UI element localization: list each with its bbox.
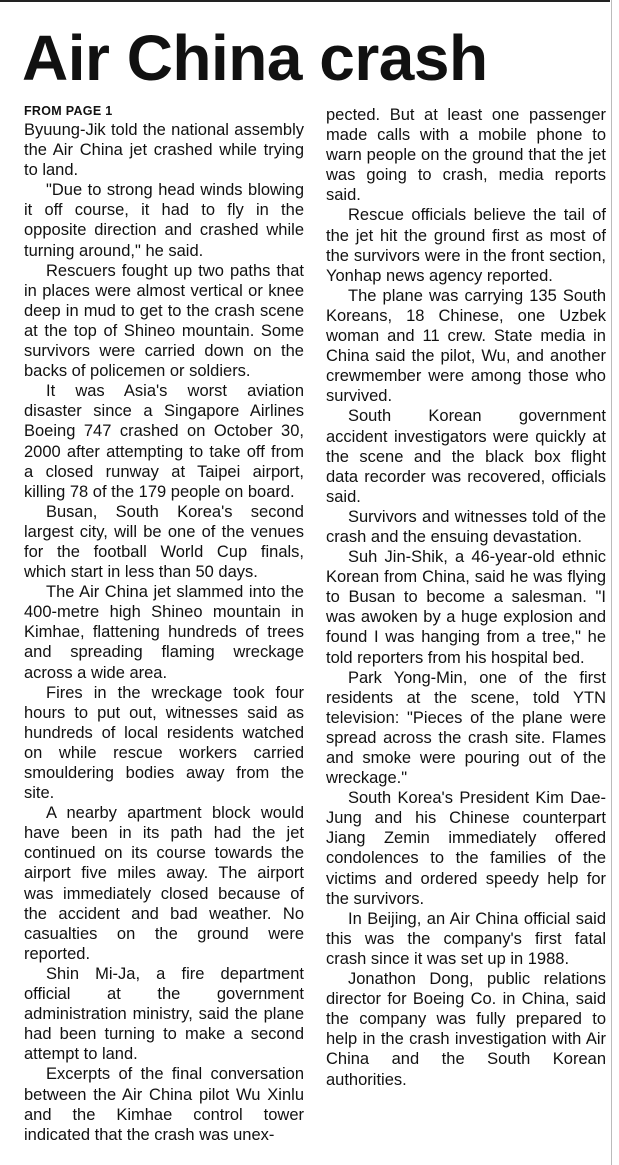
paragraph: South Korea's President Kim Dae-Jung and his Chinese counterpart Jiang Zemin immediately offered condolences to the families of the victims and ordered speedy help for the survivors.	[326, 789, 606, 908]
paragraph: Busan, South Korea's second largest city, will be one of the venues for the football World Cup finals, which start in less than 50 days.	[24, 502, 304, 582]
paragraph: A nearby apartment block would have been in its path had the jet continued on its course towards the airport five miles away. The airport was immediately closed because of the accident and bad weather. No casualties on the ground were reported.	[24, 804, 304, 963]
paragraph: Excerpts of the final conversation between the Air China pilot Wu Xinlu and the Kimhae control tower indicated that the crash was unex-	[24, 1065, 304, 1144]
headline: Air China crash	[22, 22, 488, 94]
paragraph: South Korean government accident investigators were quickly at the scene and the black box flight data recorder was recovered, officials said.	[326, 407, 606, 506]
paragraph: Suh Jin-Shik, a 46-year-old ethnic Korean from China, said he was flying to Busan to become a salesman. "I was awoken by a huge explosion and found I was hanging from a tree," he told reporters from his hospital bed.	[326, 548, 606, 667]
paragraph: The plane was carrying 135 South Koreans, 18 Chinese, one Uzbek woman and 11 crew. State media in China said the pilot, Wu, and another crewmember were among those who survived.	[326, 286, 606, 406]
paragraph: Survivors and witnesses told of the crash and the ensuing devastation.	[326, 507, 606, 546]
paragraph: Shin Mi-Ja, a fire department official at the government administration ministry, said the plane had been turning to make a second attempt to land.	[24, 964, 304, 1064]
column-rule	[611, 0, 612, 1165]
paragraph: "Due to strong head winds blowing it off course, it had to fly in the opposite direction and crashed while turning around," he said.	[24, 181, 304, 260]
paragraph: Rescuers fought up two paths that in places were almost vertical or knee deep in mud to get to the crash scene at the top of Shineo mountain. Some survivors were carried down on the backs of policemen or soldiers.	[24, 261, 304, 381]
paragraph: Rescue officials believe the tail of the jet hit the ground first as most of the survivors were in the front section, Yonhap news agency reported.	[326, 206, 606, 285]
paragraph: In Beijing, an Air China official said this was the company's first fatal crash since it was set up in 1988.	[326, 909, 606, 968]
right-column	[326, 105, 606, 1090]
paragraph: It was Asia's worst aviation disaster since a Singapore Airlines Boeing 747 crashed on October 30, 2000 after attempting to take off from a closed runway at Taipei airport, killing 78 of the 179 people on board.	[24, 382, 304, 501]
left-column	[24, 103, 304, 1145]
paragraph: Fires in the wreckage took four hours to put out, witnesses said as hundreds of local residents watched on while rescue workers carried smouldering bodies away from the site.	[24, 683, 304, 803]
paragraph: The Air China jet slammed into the 400-metre high Shineo mountain in Kimhae, flattening hundreds of trees and spreading flaming wreckage across a wide area.	[24, 583, 304, 682]
paragraph: pected. But at least one passenger made calls with a mobile phone to warn people on the ground that the jet was going to crash, media reports said.	[326, 106, 606, 205]
paragraph: Jonathon Dong, public relations director for Boeing Co. in China, said the company was fully prepared to help in the crash investigation with Air China and the South Korean authorities.	[326, 970, 606, 1089]
top-rule	[0, 0, 610, 2]
kicker: FROM PAGE 1	[24, 104, 113, 118]
paragraph: Byuung-Jik told the national assembly the Air China jet crashed while trying to land.	[24, 121, 304, 180]
paragraph: Park Yong-Min, one of the first residents at the scene, told YTN television: "Pieces of the plane were spread across the crash site. Flames and smoke were pouring out of the wreckage."	[326, 668, 606, 788]
